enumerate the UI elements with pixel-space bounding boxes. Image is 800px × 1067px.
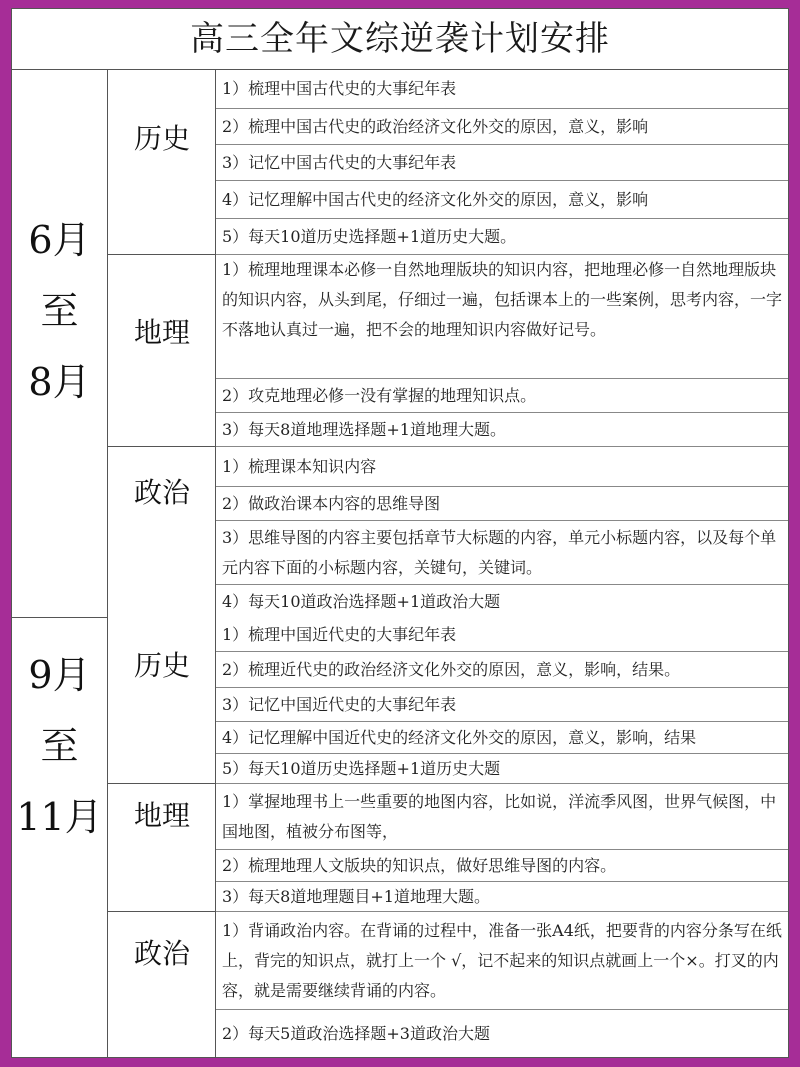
list-item: 1）梳理地理课本必修一自然地理版块的知识内容，把地理必修一自然地理版块的知识内容，从头到尾，仔细过一遍，包括课本上的一些案例，思考内容，一字不落地认真过一遍，把不会的地理知识内容做好记号。 (216, 255, 788, 379)
subject-name: 地理 (133, 799, 190, 832)
list-item: 3）每天8道地理选择题+1道地理大题。 (216, 413, 788, 447)
list-item: 1）掌握地理书上一些重要的地图内容，比如说，洋流季风图，世界气候图，中国地图，植被分布图等， (216, 784, 788, 850)
list-item: 5）每天10道历史选择题+1道历史大题 (216, 754, 788, 784)
period-1-line-1: 6月 (28, 218, 91, 262)
list-item: 1）梳理课本知识内容 (216, 447, 788, 487)
list-item: 3）每天8道地理题目+1道地理大题。 (216, 882, 788, 912)
period-2-line-3: 11月 (16, 795, 103, 839)
list-item: 3）记忆中国古代史的大事纪年表 (216, 145, 788, 181)
subject-history-2 (108, 618, 216, 784)
list-item: 2）攻克地理必修一没有掌握的地理知识点。 (216, 379, 788, 413)
list-item: 4）记忆理解中国近代史的经济文化外交的原因，意义，影响，结果 (216, 722, 788, 754)
list-item: 1）梳理中国近代史的大事纪年表 (216, 618, 788, 652)
list-item: 2）做政治课本内容的思维导图 (216, 487, 788, 521)
list-item: 3）思维导图的内容主要包括章节大标题的内容，单元小标题内容，以及每个单元内容下面的小标题内容，关键句，关键词。 (216, 521, 788, 585)
subject-history-1 (108, 69, 216, 255)
subject-name: 历史 (133, 649, 190, 682)
subject-geography-1 (108, 255, 216, 447)
list-item: 1）背诵政治内容。在背诵的过程中，准备一张A4纸，把要背的内容分条写在纸上，背完的知识点，就打上一个 √，记不起来的知识点就画上一个×。打叉的内容，就是需要继续背诵的内容。 (216, 912, 788, 1010)
period-1-line-3: 8月 (28, 360, 91, 404)
page-title: 高三全年文综逆袭计划安排 (12, 9, 788, 70)
period-1-line-2: 至 (40, 289, 79, 333)
list-item: 2）梳理中国古代史的政治经济文化外交的原因，意义，影响 (216, 109, 788, 145)
list-item: 5）每天10道历史选择题+1道历史大题。 (216, 219, 788, 255)
subject-name: 政治 (133, 476, 190, 509)
subject-politics-1 (108, 447, 216, 618)
subject-name: 历史 (133, 122, 190, 155)
list-item: 3）记忆中国近代史的大事纪年表 (216, 688, 788, 722)
list-item: 2）梳理近代史的政治经济文化外交的原因，意义，影响，结果。 (216, 652, 788, 688)
subject-politics-2 (108, 912, 216, 1057)
period-2-line-1: 9月 (28, 653, 91, 697)
period-label-2 (12, 618, 108, 1057)
subject-geography-2 (108, 784, 216, 912)
subject-name: 政治 (133, 937, 190, 970)
period-2-line-2: 至 (40, 724, 79, 768)
period-label-1 (12, 69, 108, 618)
list-item: 1）梳理中国古代史的大事纪年表 (216, 69, 788, 109)
plan-sheet (11, 8, 789, 1058)
list-item: 2）梳理地理人文版块的知识点，做好思维导图的内容。 (216, 850, 788, 882)
list-item: 2）每天5道政治选择题+3道政治大题 (222, 1024, 490, 1043)
list-item: 4）每天10道政治选择题+1道政治大题 (222, 592, 501, 611)
list-item: 4）记忆理解中国古代史的经济文化外交的原因，意义，影响 (216, 181, 788, 219)
subject-name: 地理 (133, 316, 190, 349)
